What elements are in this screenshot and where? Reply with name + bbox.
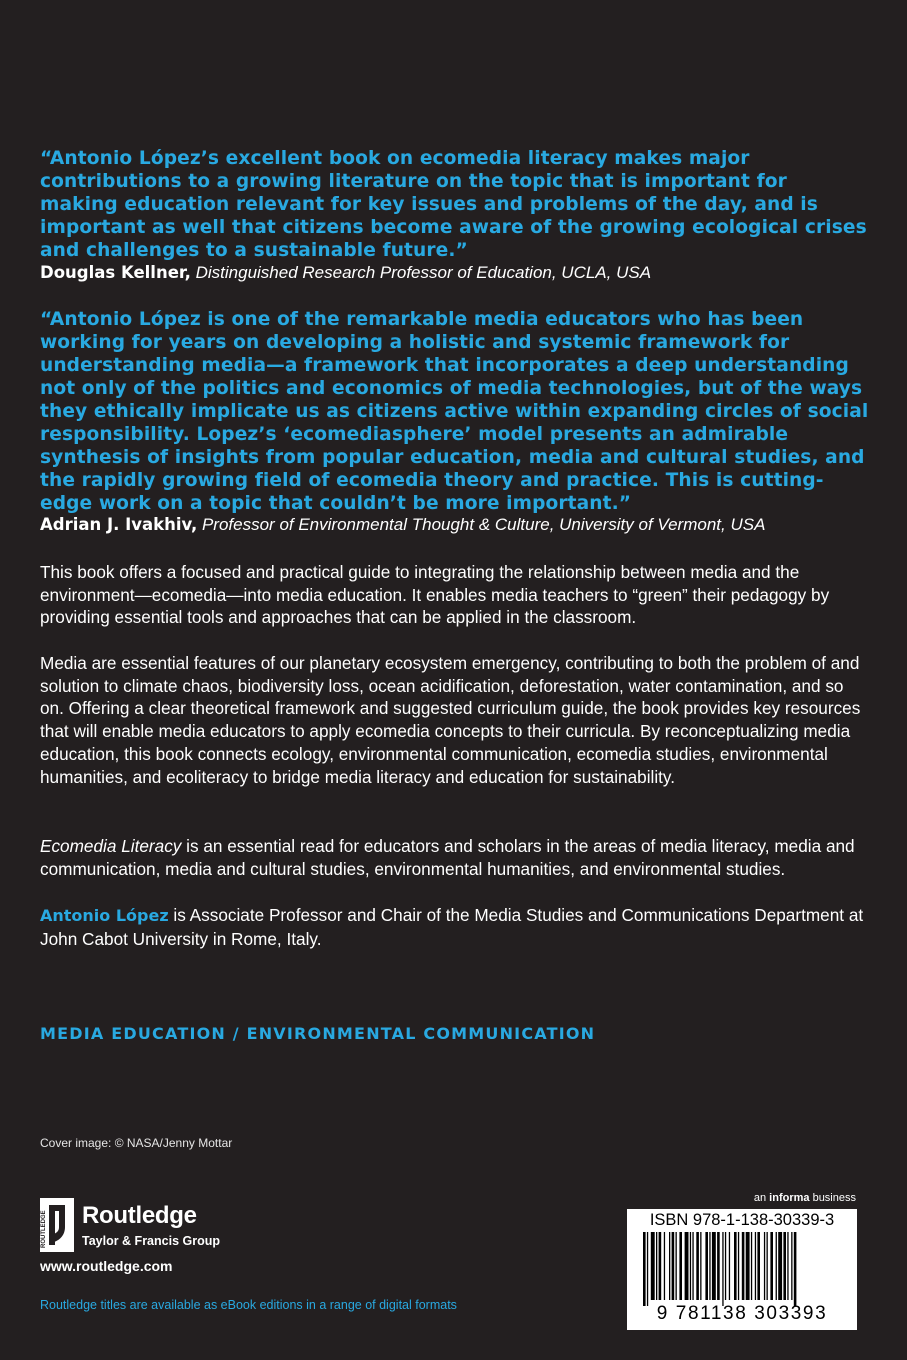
barcode-bar [700,1232,701,1300]
author-bio [40,904,870,950]
informa-business-note [754,1192,856,1204]
barcode-bar [770,1232,773,1300]
book-title: Ecomedia Literacy [40,836,182,856]
quote-2-role: Professor of Environmental Thought & Culture, University of Vermont, USA [201,515,766,534]
barcode-bar [696,1232,699,1300]
barcode-digits: 9 781138 303393 [656,1303,828,1324]
barcode-bar [676,1232,677,1300]
barcode-bar [738,1232,739,1300]
routledge-mark-icon [40,1198,74,1252]
barcode-bar [791,1232,792,1300]
barcode-bar [659,1232,662,1300]
barcode-bar [705,1232,708,1300]
barcode-icon [633,1232,851,1312]
barcode-bar [722,1232,723,1306]
barcode-bar [751,1232,752,1300]
informa-prefix: an [753,1192,770,1204]
informa-brand: informa [769,1192,810,1204]
quote-2-attribution [40,514,880,536]
barcode-bar [709,1232,710,1300]
barcode-bar [692,1232,693,1300]
barcode-bar [778,1232,782,1300]
publisher-website: www.routledge.com [40,1258,173,1274]
quote-1-role: Distinguished Research Professor of Education, UCLA, USA [195,263,652,282]
paragraph-3-rest: is an essential read for educators and scholars in the areas of media literacy, media and communication, media and cultural studies, environmental humanities, and environmental studies. [40,836,855,879]
barcode-bar [725,1232,726,1300]
description-paragraph-1: This book offers a focused and practical guide to integrating the relationship between media and the environment—ecomedia—into media education. It enables media teachers to “green” their pedagogy by providing essential tools and approaches that can be applied in the classroom. [40,562,830,628]
barcode-bar [767,1232,768,1300]
description-paragraph-2: Media are essential features of our planetary ecosystem emergency, contributing to both the problem of and solution to climate chaos, biodiversity loss, ocean acidification, deforestation, water contamination, and so on. Offering a clear theoretical framework and suggested curriculum guide, the book provides key resources that will enable media educators to apply ecomedia concepts to their curricula. By reconceptualizing media education, this book connects ecology, environmental communication, ecomedia studies, environmental humanities, and ecoliteracy to bridge media literacy and education for sustainability. [40,653,861,787]
ebook-note: Routledge titles are available as eBook editions in a range of digital formats [40,1298,457,1312]
isbn-label: ISBN 978-1-138-30339-3 [649,1211,835,1229]
barcode-bar [755,1232,756,1300]
barcode-bar [690,1232,691,1300]
routledge-mark-text: ROUTLEDGE [41,1210,47,1248]
subject-category: MEDIA EDUCATION / ENVIRONMENTAL COMMUNICATION [40,1024,596,1043]
description-paragraph-3 [40,835,870,880]
bio-rest: is Associate Professor and Chair of the Media Studies and Communications Department at John Cabot University in Rome, Italy. [40,905,864,949]
barcode-bar [679,1232,682,1300]
quote-1-attribution [40,262,880,284]
barcode-bar [643,1232,646,1306]
barcode-bar [651,1232,655,1300]
barcode-bar [757,1232,760,1300]
barcode-bar [669,1232,670,1300]
barcode-bar [712,1232,716,1300]
barcode-bar [729,1232,730,1300]
barcode-bar [734,1232,737,1300]
publisher-name: Routledge [82,1202,197,1229]
barcode-bar [746,1232,750,1300]
barcode-bar [717,1232,720,1300]
barcode-bar [656,1232,657,1300]
routledge-logo [40,1198,230,1254]
barcode-bar [776,1232,777,1300]
quote-2: “Antonio López is one of the remarkable media educators who has been working for years on developing a holistic and systemic framework for understanding media—a framework that incorporates a deep understanding not only of the politics and economics of media technologies, but of the ways they ethically implicate us as citizens active within expanding circles of social responsibility. Lopez’s ‘ecomediasphere’ model presents an admirable synthesis of insights from popular education, media and cultural studies, and the rapidly growing field of ecomedia theory and practice. This is cutting-edge work on a topic that couldn’t be more important.” [40,309,869,514]
barcode-bar [672,1232,675,1300]
barcode-panel [627,1209,857,1330]
barcode-bar [783,1232,786,1300]
barcode-bar [742,1232,745,1300]
quote-1-author: Douglas Kellner, [40,263,191,282]
barcode-bar [647,1232,648,1306]
publisher-group: Taylor & Francis Group [82,1234,220,1248]
bio-author-name: Antonio López [40,906,169,925]
barcode-bar [794,1232,797,1306]
barcode-bar [764,1232,765,1300]
barcode-bar [787,1232,788,1300]
informa-suffix: business [809,1192,856,1204]
barcode-bar [664,1232,665,1300]
quote-1: “Antonio López’s excellent book on ecomedia literacy makes major contributions to a growing literature on the topic that is important for making education relevant for key issues and problems of the day, and is important as well that citizens become aware of the growing ecological crises and challenges to a sustainable future.” [40,148,867,261]
cover-credit: Cover image: © NASA/Jenny Mottar [40,1136,233,1150]
quote-2-author: Adrian J. Ivakhiv, [40,515,198,534]
barcode-bar [685,1232,689,1300]
